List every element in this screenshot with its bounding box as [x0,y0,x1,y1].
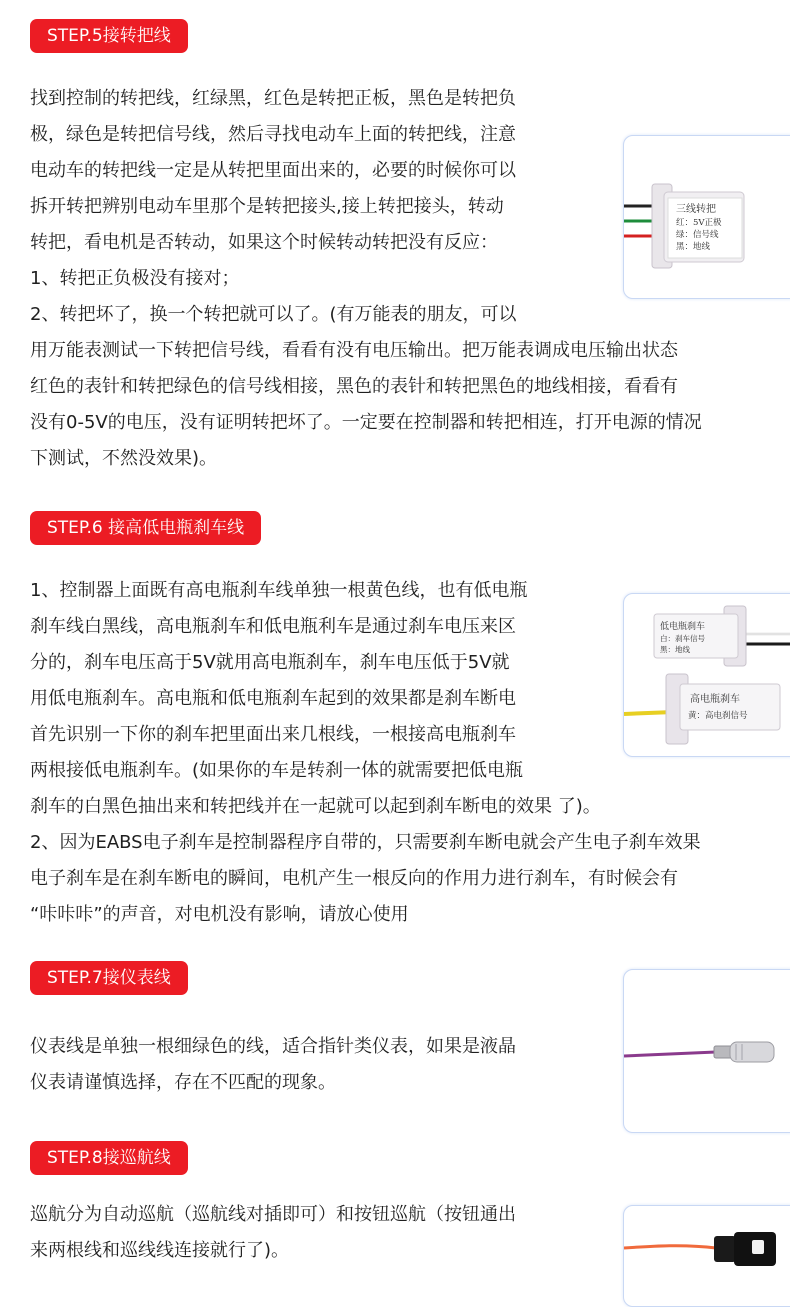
step5-line-11: 下测试，不然没效果)。 [30,448,218,469]
throttle-label-title: 三线转把 [676,204,716,215]
step6-line-1: 1、控制器上面既有高电瓶刹车线单独一根黄色线，也有低电瓶 [30,580,528,601]
step5-line-9: 红色的表针和转把绿色的信号线相接，黑色的表针和转把黑色的地线相接，看看有 [30,376,678,397]
step5-line-4: 拆开转把辨别电动车里那个是转把接头,接上转把接头，转动 [30,196,504,217]
throttle-label-row-3: 黑：地线 [676,242,711,252]
throttle-label-row-1: 红：5V正极 [676,218,722,228]
step6-line-8: 2、因为EABS电子刹车是控制器程序自带的，只需要刹车断电就会产生电子刹车效果 [30,832,701,853]
step5-line-7: 2、转把坏了，换一个转把就可以了。(有万能表的朋友，可以 [30,304,517,325]
step5-line-5: 转把，看电机是否转动，如果这个时候转动转把没有反应： [30,232,498,253]
throttle-connector-photo [623,135,790,299]
step6-line-10: “咔咔咔”的声音，对电机没有影响，请放心使用 [30,904,409,925]
step5-line-6: 1、转把正负极没有接对； [30,268,240,289]
throttle-label-row-2: 绿：信号线 [676,230,719,240]
step7-line-2: 仪表请谨慎选择，存在不匹配的现象。 [30,1072,336,1093]
low-brake-label-row-1: 白：刹车信号 [660,634,705,643]
step5-line-1: 找到控制的转把线，红绿黑，红色是转把正板，黑色是转把负 [30,88,516,109]
step5-line-8: 用万能表测试一下转把信号线，看看有没有电压输出。把万能表调成电压输出状态 [30,340,678,361]
meter-wire-photo [623,969,790,1133]
step5-line-2: 极，绿色是转把信号线，然后寻找电动车上面的转把线，注意 [30,124,516,145]
step8-badge: STEP.8接巡航线 [30,1141,188,1175]
step6-line-2: 刹车线白黑线，高电瓶刹车和低电瓶利车是通过刹车电压来区 [30,616,516,637]
step6-line-6: 两根接低电瓶刹车。(如果你的车是转刹一体的就需要把低电瓶 [30,760,524,781]
low-brake-label-row-2: 黑：地线 [660,645,690,654]
cruise-wire-photo [623,1205,790,1307]
step6-line-4: 用低电瓶刹车。高电瓶和低电瓶刹车起到的效果都是刹车断电 [30,688,516,709]
brake-connectors-photo [623,593,790,757]
step8-line-2: 来两根线和巡线线连接就行了)。 [30,1240,290,1261]
step7-line-1: 仪表线是单独一根细绿色的线，适合指针类仪表，如果是液晶 [30,1036,516,1057]
step5-line-3: 电动车的转把线一定是从转把里面出来的，必要的时候你可以 [30,160,516,181]
step6-badge: STEP.6 接高低电瓶刹车线 [30,511,261,545]
step6-line-5: 首先识别一下你的刹车把里面出来几根线，一根接高电瓶刹车 [30,724,516,745]
step5-line-10: 没有0-5V的电压，没有证明转把坏了。一定要在控制器和转把相连，打开电源的情况 [30,412,702,433]
low-brake-label-title: 低电瓶刹车 [660,622,706,632]
step8-line-1: 巡航分为自动巡航（巡航线对插即可）和按钮巡航（按钮通出 [30,1204,516,1225]
step5-badge: STEP.5接转把线 [30,19,188,53]
high-brake-label-title: 高电瓶刹车 [690,694,740,705]
step6-line-9: 电子刹车是在刹车断电的瞬间，电机产生一根反向的作用力进行刹车，有时候会有 [30,868,678,889]
step7-badge: STEP.7接仪表线 [30,961,188,995]
high-brake-label-row-1: 黄：高电刹信号 [688,711,748,721]
step6-line-7: 刹车的白黑色抽出来和转把线并在一起就可以起到刹车断电的效果 了)。 [30,796,601,817]
step6-line-3: 分的，刹车电压高于5V就用高电瓶刹车，刹车电压低于5V就 [30,652,510,673]
